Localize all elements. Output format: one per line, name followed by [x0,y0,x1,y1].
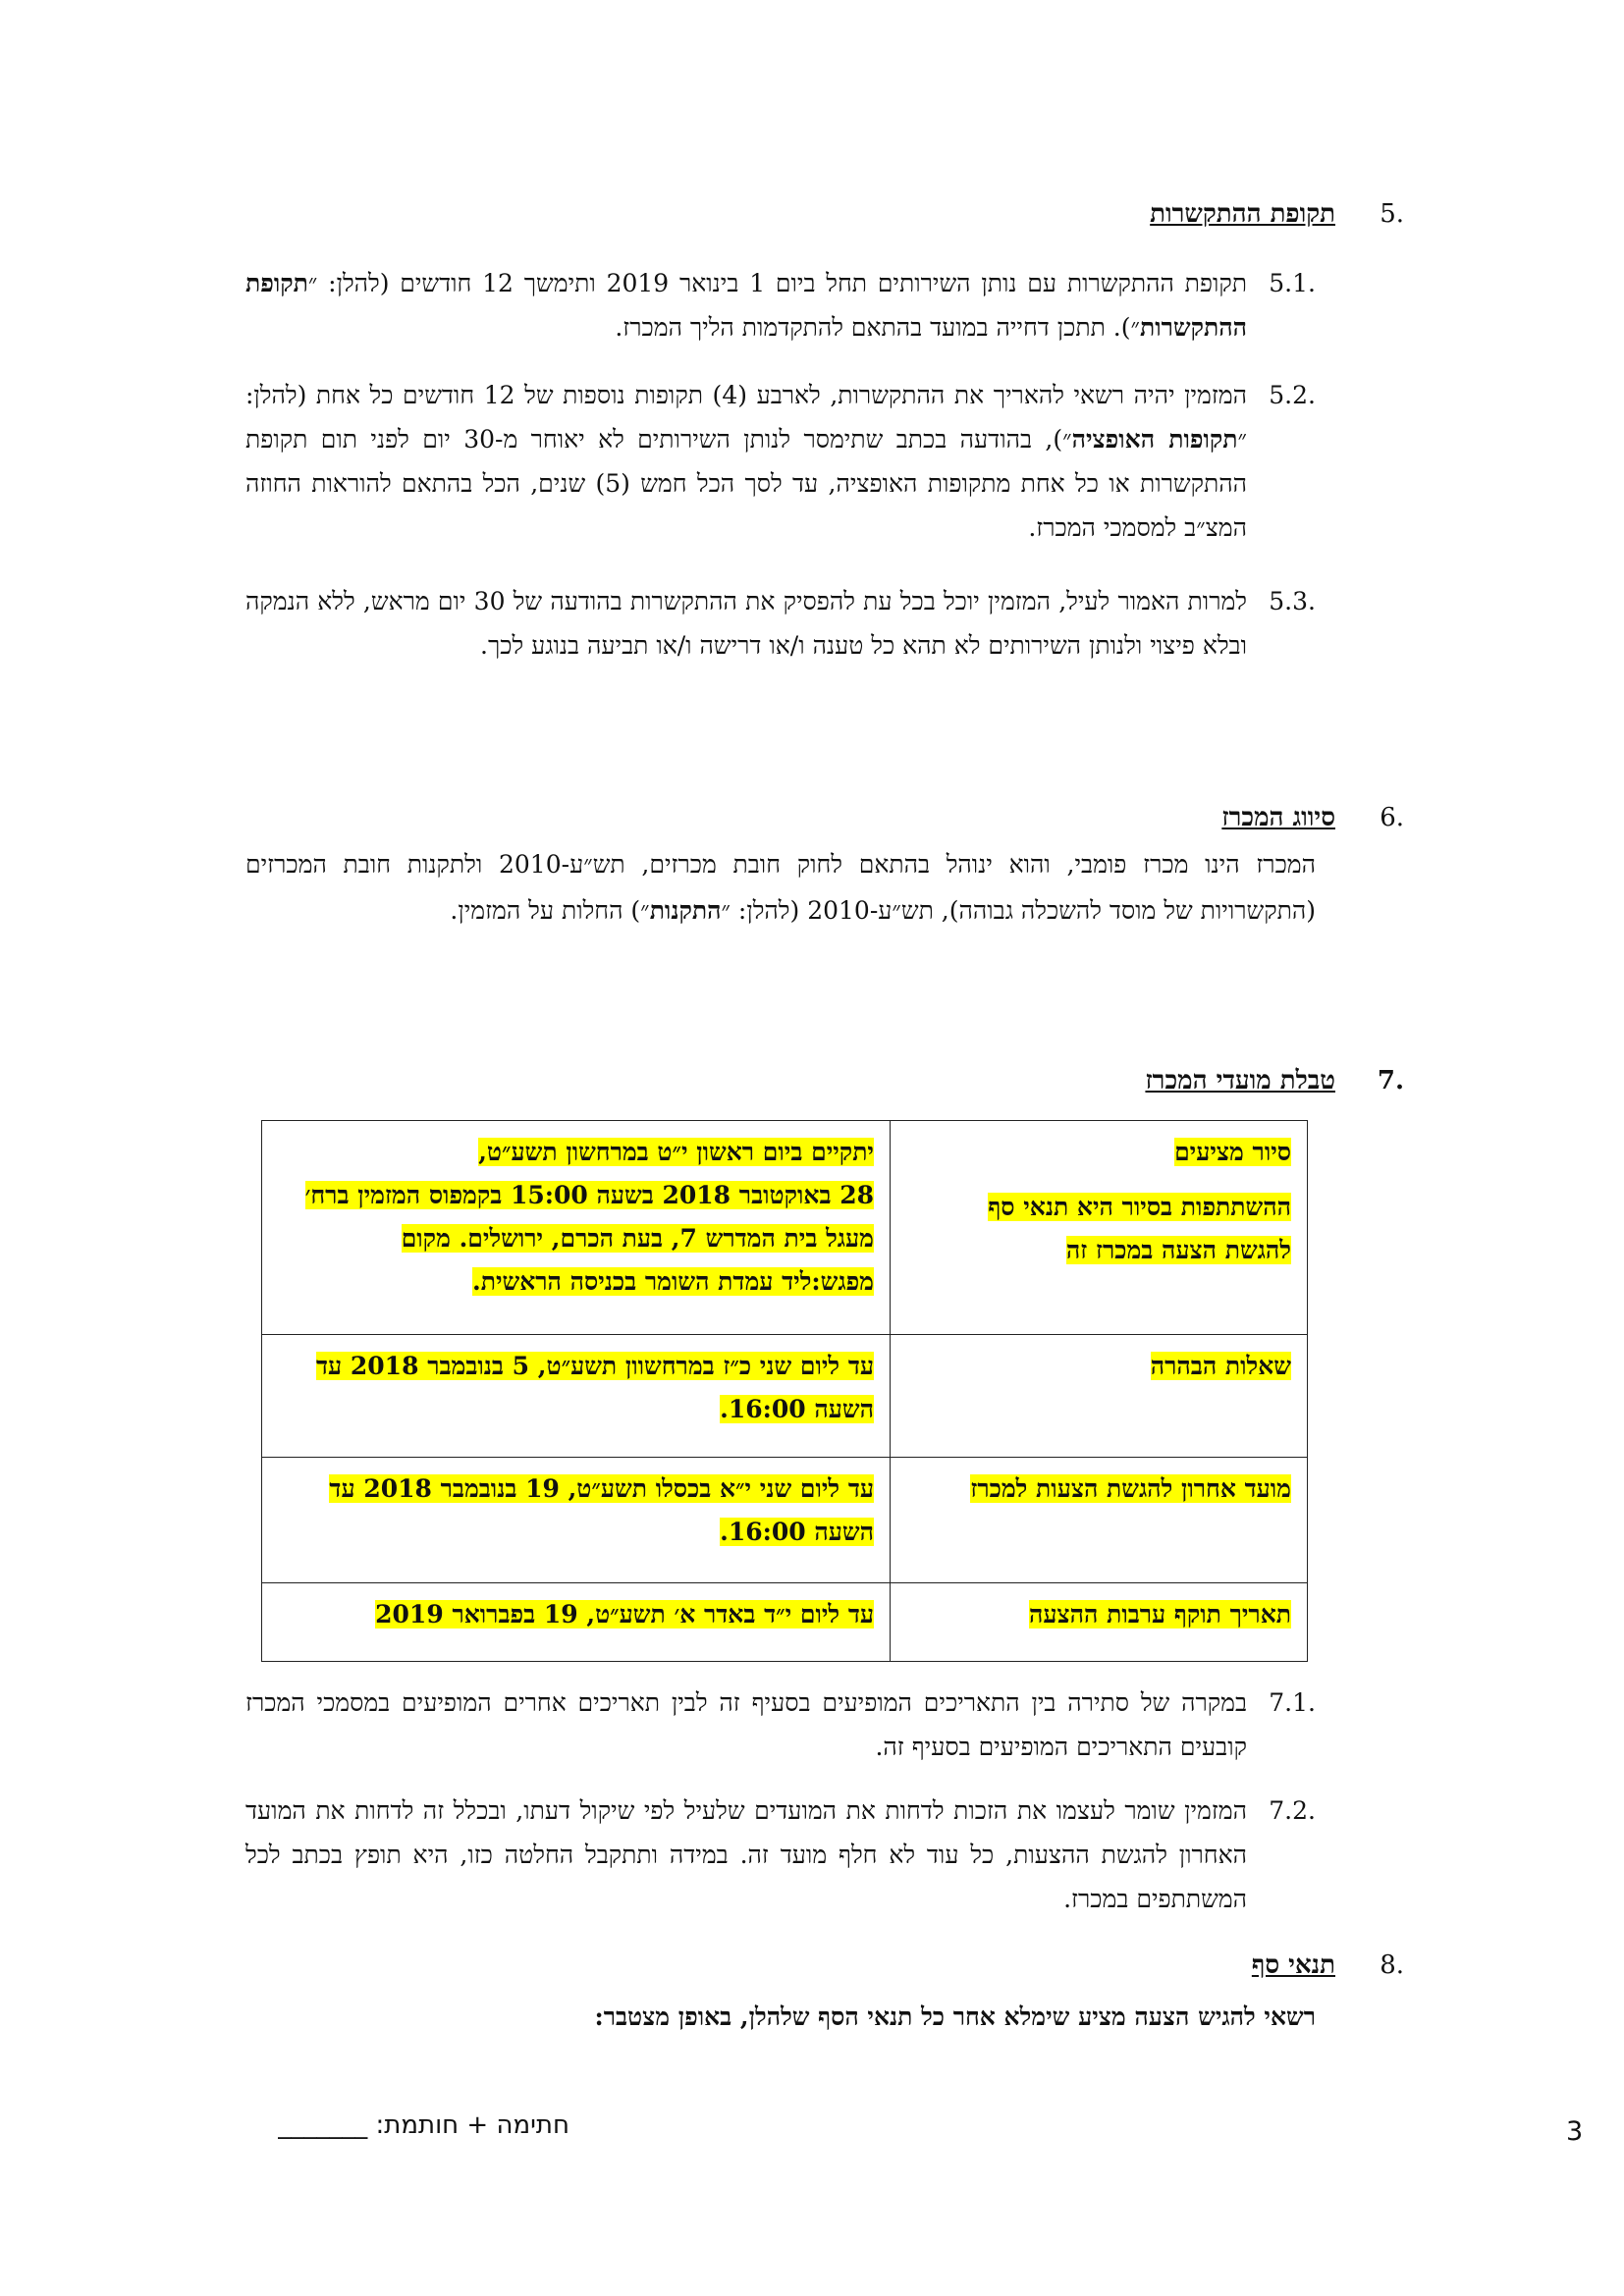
section-title: סיווג המכרז [1221,803,1335,832]
date-item-label-cell [891,1121,1308,1335]
clause-text: המזמין שומר לעצמו את הזכות לדחות את המועדים שלעיל לפי שיקול דעתו, ובכלל זה לדחות את המועד האחרון להגשת ההצעות, כל עוד לא חלף מועד זה. במידה ותתקבל החלטה כזו, היא תופץ בכתב לכל המשתתפים במכרז. [245,1796,1247,1913]
section-6-body [245,841,1316,934]
defined-term: תקופות האופציה [1071,425,1238,454]
section-number: .6 [1380,803,1404,832]
clause-number: .7.2 [1269,1796,1316,1825]
date-item-value: עד ליום שני י״א בכסלו תשע״ט, 19 בנובמבר 2018 עד [329,1474,874,1503]
clause-text-part: המזמין יהיה רשאי להאריך את ההתקשרות, לארבע (4) תקופות נוספות של 12 חודשים כל אחת (להלן: ״ [245,381,1248,454]
date-item-value: מפגש:ליד עמדת השומר בכניסה הראשית. [472,1267,874,1296]
page-number: 3 [1566,2116,1584,2147]
table-row [262,1458,1308,1583]
tender-dates-table [261,1120,1308,1662]
clause-number: .5.3 [1269,587,1316,615]
section-title: טבלת מועדי המכרז [1145,1066,1335,1095]
date-item-label: תאריך תוקף ערבות ההצעה [1028,1600,1291,1629]
clause-5-2 [245,373,1316,550]
body-text-part: ״) החלות על המזמין. [450,896,650,925]
table-row [262,1121,1308,1335]
date-item-value-cell [262,1335,891,1458]
date-item-label: סיור מציעים [1174,1138,1291,1166]
date-item-label-cell [891,1583,1308,1662]
clause-number: .5.1 [1269,269,1316,297]
date-item-value: 28 באוקטובר 2018 בשעה 15:00 בקמפוס המזמין ברח׳ [304,1181,874,1209]
defined-term: התקנות [649,896,722,925]
defined-term: תקופת ההתקשרות [245,269,1247,342]
section-title: תנאי סף [1251,1950,1335,1980]
clause-text [245,373,1247,550]
section-number: .7 [1377,1066,1404,1095]
clause-5-1 [245,261,1316,349]
clause-text-part: תקופת ההתקשרות עם נותן השירותים תחל ביום 1 בינואר 2019 ותימשך 12 חודשים (להלן: ״ [307,269,1247,297]
date-item-label-cell [891,1458,1308,1583]
signature-line: חתימה + חותמת: _______ [278,2110,569,2140]
clause-text [245,261,1247,349]
date-item-value-cell [262,1121,891,1335]
clause-7-1 [245,1681,1316,1769]
table-row [262,1583,1308,1662]
date-item-value: השעה 16:00. [720,1395,874,1423]
clause-text-part: ״), בהודעה בכתב שתימסר לנותן השירותים לא יאוחר מ-30 יום לפני תום תקופת ההתקשרות או כל אחת מתקופות האופציה, עד לסך הכל חמש (5) שנים, הכל בהתאם להוראות החוזה המצ״ב למסמכי המכרז. [245,425,1247,542]
date-item-note: ההשתתפות בסיור היא תנאי סף [988,1193,1291,1221]
section-7-heading [982,1066,1404,1105]
clause-text: במקרה של סתירה בין התאריכים המופיעים בסעיף זה לבין תאריכים אחרים המופיעים במסמכי המכרז קובעים התאריכים המופיעים בסעיף זה. [245,1688,1247,1761]
clause-7-2 [245,1789,1316,1921]
date-item-value: עד ליום י״ד באדר א׳ תשע״ט, 19 בפברואר 2019 [375,1600,874,1629]
date-item-note: להגשת הצעה במכרז זה [1065,1236,1291,1264]
section-number: .8 [1380,1950,1404,1980]
date-item-value: יתקיים ביום ראשון י״ט במרחשון תשע״ט, [478,1138,874,1166]
threshold-lead-text: רשאי להגיש הצעה מציע שימלא אחר כל תנאי הסף שלהלן, באופן מצטבר: [594,2002,1316,2031]
section-title: תקופת ההתקשרות [1150,199,1335,229]
section-5-heading [982,199,1404,239]
date-item-value: השעה 16:00. [720,1518,874,1546]
date-item-label-cell [891,1335,1308,1458]
clause-text: למרות האמור לעיל, המזמין יוכל בכל עת להפסיק את ההתקשרות בהודעה של 30 יום מראש, ללא הנמקה ובלא פיצוי ולנותן השירותים לא תהא כל טענה ו/או דרישה ו/או תביעה בנוגע לכך. [245,587,1247,660]
section-8-heading [982,1950,1404,1990]
clause-text-part: ״). תתכן דחייה במועד בהתאם להתקדמות הליך המכרז. [615,313,1140,342]
date-item-value: מעגל בית המדרש 7, בעת הכרם, ירושלים. מקום [401,1224,874,1253]
body-text-part: המכרז הינו מכרז פומבי, והוא ינוהל בהתאם לחוק חובת מכרזים, תש״ע-2010 ולתקנות חובת המכרזים (התקשרויות של מוסד להשכלה גבוהה), תש״ע-2010 (להלן: ״ [245,850,1317,925]
date-item-value-cell [262,1583,891,1662]
section-6-heading [982,803,1404,842]
date-item-value: עד ליום שני כ״ז במרחשוון תשע״ט, 5 בנובמבר 2018 עד [316,1352,874,1380]
table-row [262,1335,1308,1458]
section-number: .5 [1380,199,1404,229]
date-item-label: מועד אחרון להגשת הצעות למכרז [970,1474,1291,1503]
clause-5-3 [245,579,1316,667]
clause-number: .7.1 [1269,1688,1316,1717]
date-item-label: שאלות הבהרה [1150,1352,1291,1380]
clause-number: .5.2 [1269,381,1316,409]
date-item-value-cell [262,1458,891,1583]
